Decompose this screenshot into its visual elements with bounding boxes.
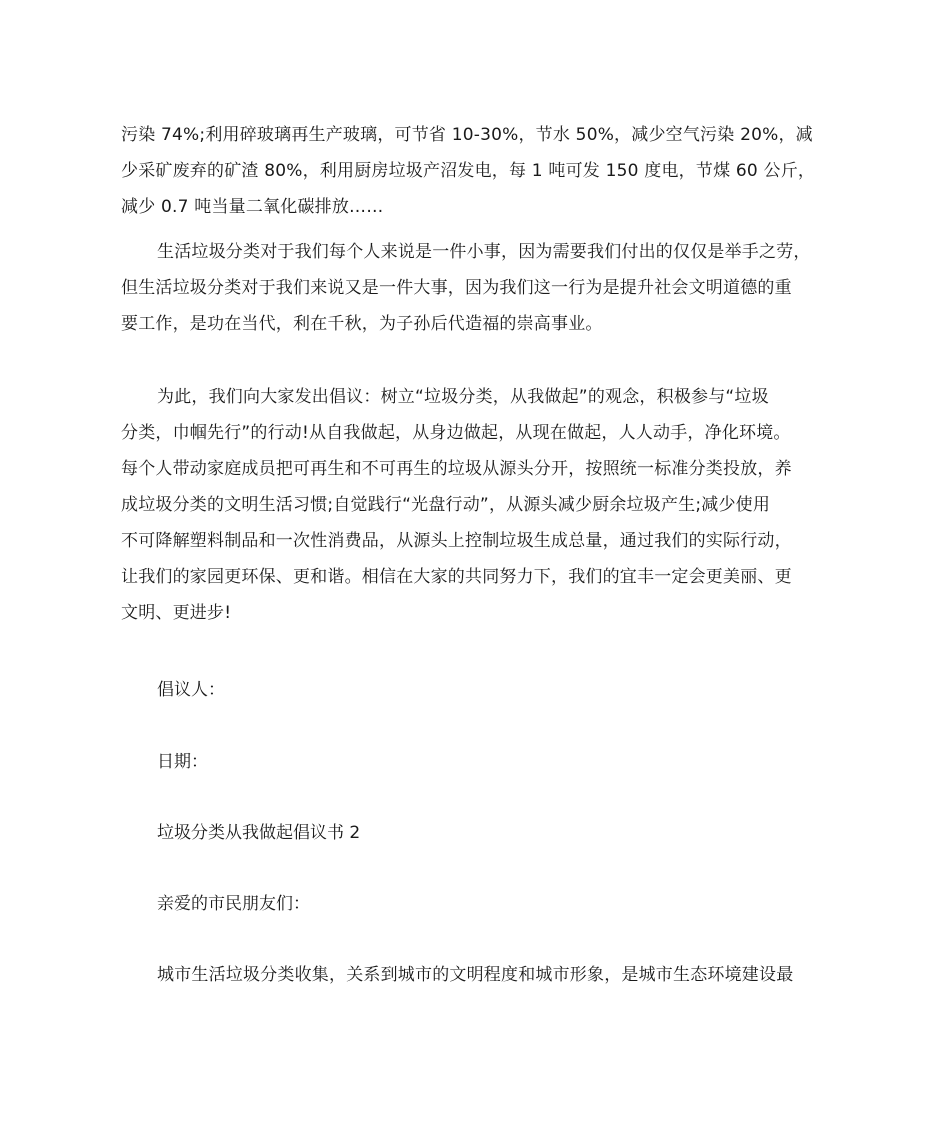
date-label: 日期： — [157, 752, 208, 772]
text-line: 分类，巾帼先行”的行动!从自我做起，从身边做起，从现在做起，人人动手，净化环境。 — [121, 423, 791, 443]
text-line: 减少 0.7 吨当量二氧化碳排放…… — [121, 197, 384, 217]
section-title: 垃圾分类从我做起倡议书 2 — [157, 823, 361, 843]
paragraph-importance — [121, 234, 843, 342]
paragraph-proposal — [121, 379, 843, 631]
text-line: 少采矿废弃的矿渣 80%，利用厨房垃圾产沼发电，每 1 吨可发 150 度电，节煤 60 公斤， — [121, 161, 816, 181]
text-line: 成垃圾分类的文明生活习惯;自觉践行“光盘行动”，从源头减少厨余垃圾产生;减少使用 — [121, 495, 771, 515]
initiator-label: 倡议人： — [157, 680, 225, 700]
greeting: 亲爱的市民朋友们： — [157, 894, 310, 914]
text-line: 城市生活垃圾分类收集，关系到城市的文明程度和城市形象，是城市生态环境建设最 — [157, 965, 794, 985]
paragraph-city-sorting — [121, 957, 843, 993]
text-line: 每个人带动家庭成员把可再生和不可再生的垃圾从源头分开，按照统一标准分类投放，养 — [121, 459, 792, 479]
text-line: 污染 74%;利用碎玻璃再生产玻璃，可节省 10-30%，节水 50%，减少空气污染 20%，减 — [121, 125, 813, 145]
text-line: 让我们的家园更环保、更和谐。相信在大家的共同努力下，我们的宜丰一定会更美丽、更 — [121, 567, 792, 587]
paragraph-recycling-stats — [121, 117, 843, 225]
text-line: 为此，我们向大家发出倡议：树立“垃圾分类，从我做起”的观念，积极参与“垃圾 — [157, 387, 769, 407]
text-line: 但生活垃圾分类对于我们来说又是一件大事，因为我们这一行为是提升社会文明道德的重 — [121, 278, 792, 298]
text-line: 不可降解塑料制品和一次性消费品，从源头上控制垃圾生成总量，通过我们的实际行动， — [121, 531, 792, 551]
text-line: 要工作，是功在当代，利在千秋，为子孙后代造福的崇高事业。 — [121, 314, 603, 334]
text-line: 文明、更进步! — [121, 603, 232, 623]
text-line: 生活垃圾分类对于我们每个人来说是一件小事，因为需要我们付出的仅仅是举手之劳， — [157, 242, 811, 262]
